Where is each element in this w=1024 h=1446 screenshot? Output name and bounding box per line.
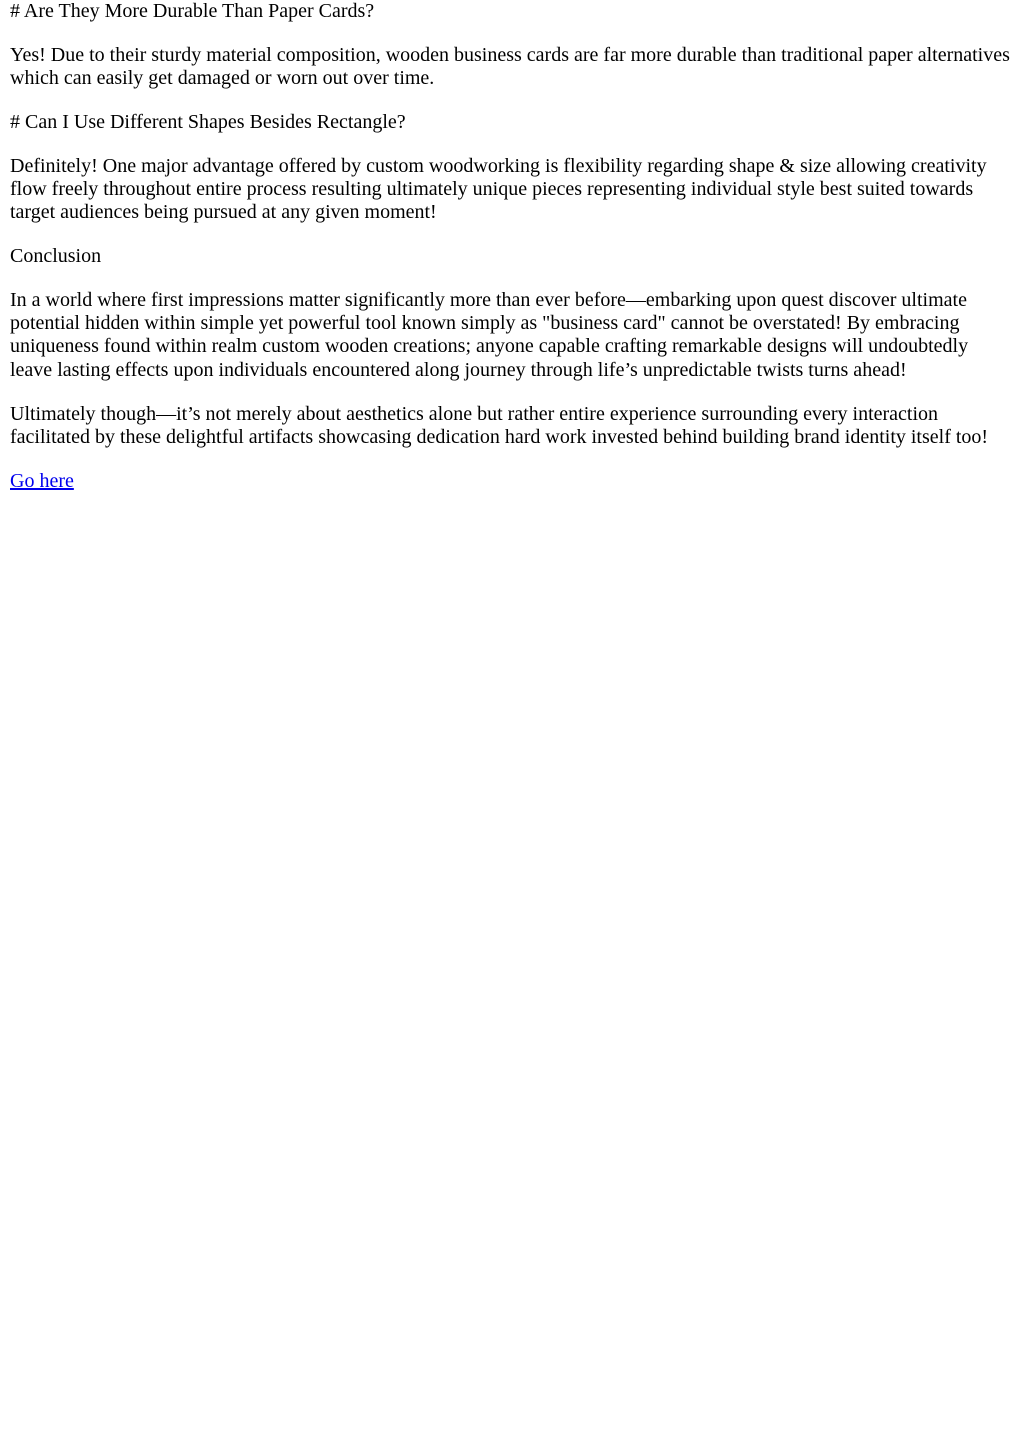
article-content <box>10 0 1014 493</box>
go-here-link[interactable]: Go here <box>10 469 74 492</box>
faq-answer-shapes: Definitely! One major advantage offered by custom woodworking is flexibility regarding shape & size allowing creativity flow freely throughout entire process resulting ultimately unique pieces representing individual style best suited towards target audiences being pursued at any given moment! <box>10 154 987 224</box>
conclusion-heading: Conclusion <box>10 245 102 268</box>
conclusion-paragraph-1: In a world where first impressions matter significantly more than ever before—embarking upon quest discover ultimate potential hidden within simple yet powerful tool known simply as "business card" cannot be overstated! By embracing uniqueness found within realm custom wooden creations; anyone capable crafting remarkable designs will undoubtedly leave lasting effects upon individuals encountered along journey through life’s unpredictable twists turns ahead! <box>10 288 969 381</box>
conclusion-paragraph-2: Ultimately though—it’s not merely about aesthetics alone but rather entire experience surrounding every interaction facilitated by these delightful artifacts showcasing dedication hard work invested behind building brand identity itself too! <box>10 402 989 448</box>
faq-heading-durability: # Are They More Durable Than Paper Cards? <box>10 0 375 22</box>
faq-heading-shapes: # Can I Use Different Shapes Besides Rectangle? <box>10 110 406 133</box>
faq-answer-durability: Yes! Due to their sturdy material composition, wooden business cards are far more durable than traditional paper alternatives which can easily get damaged or worn out over time. <box>10 43 1010 90</box>
link-paragraph <box>10 470 1014 493</box>
